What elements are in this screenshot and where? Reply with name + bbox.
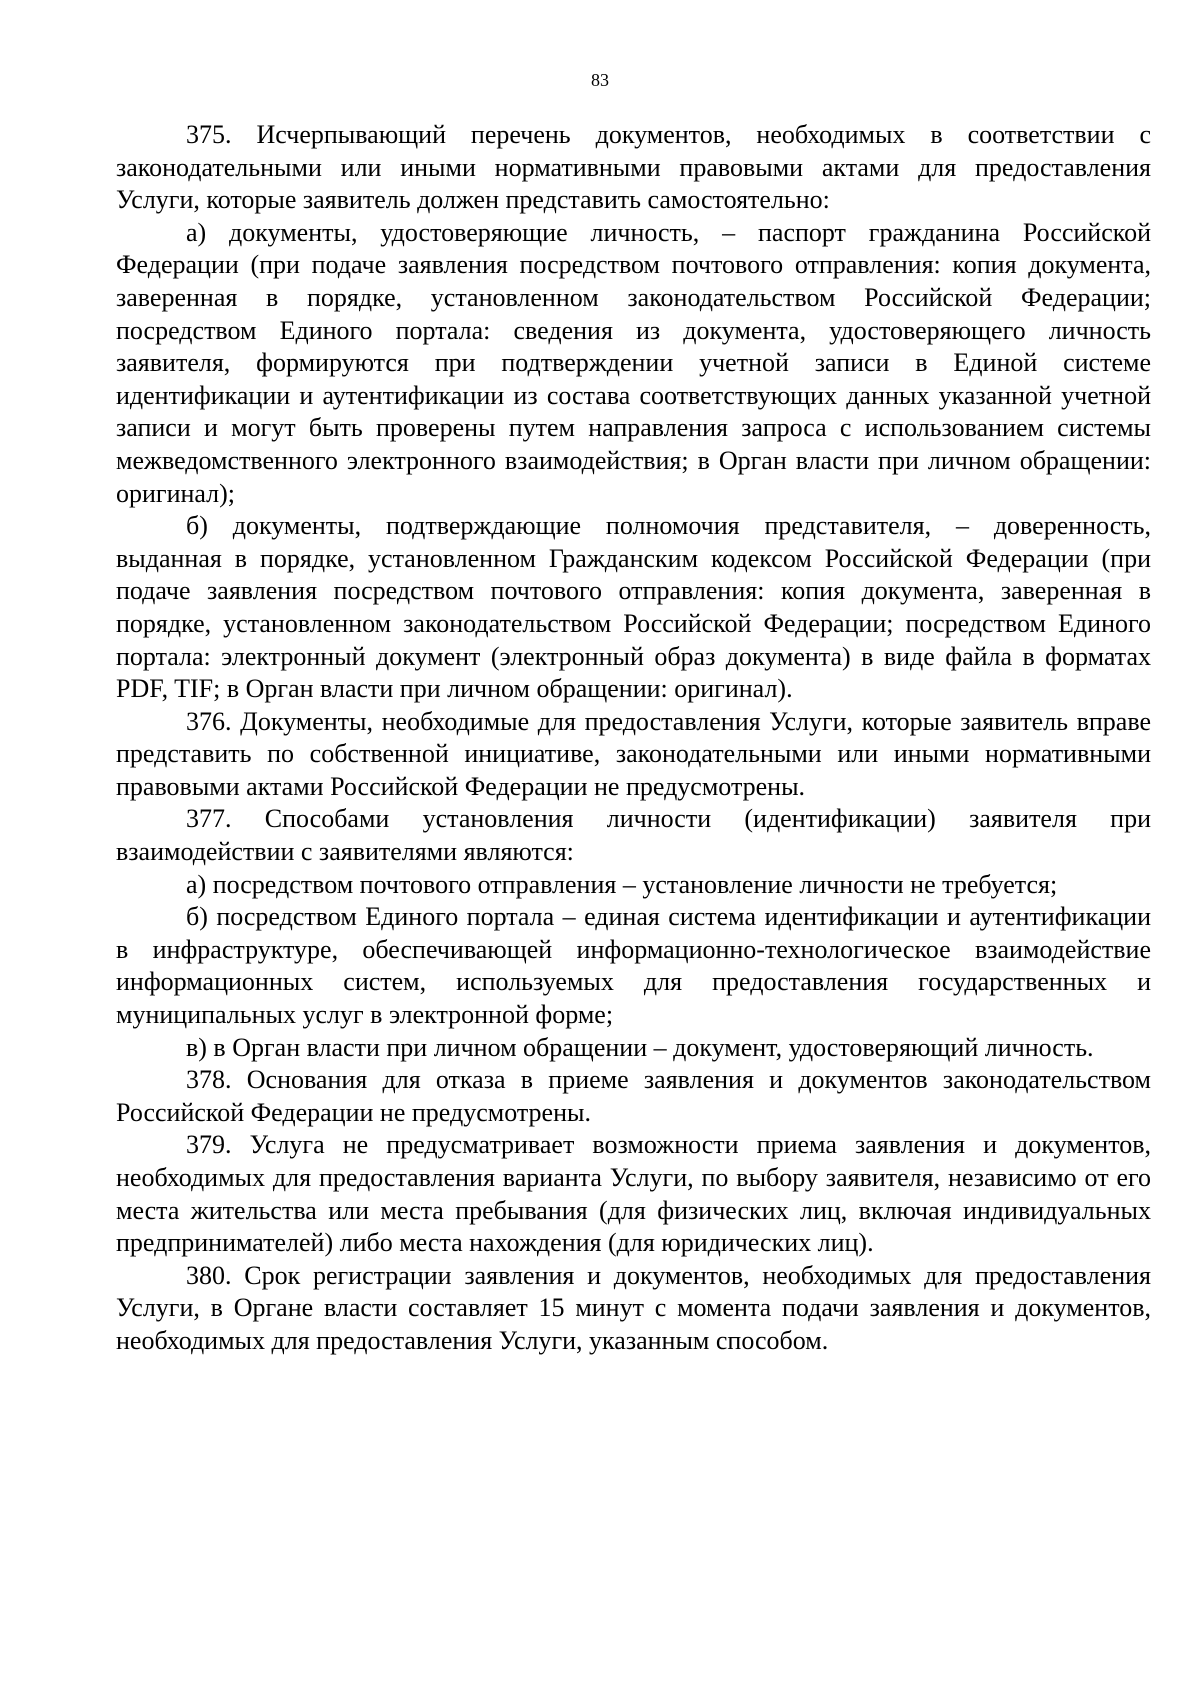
page-number: 83	[591, 70, 609, 90]
paragraph-375-a: а) документы, удостоверяющие личность, – паспорт гражданина Российской Федерации (при подаче заявления посредством почтового отправления: копия документа, заверенная в порядке, установленном законодательством Российской Федерации; посредством Единого портала: сведения из документа, удостоверяющего личность заявителя, формируются при подтверждении учетной записи в Единой системе идентификации и аутентификации из состава соответствующих данных указанной учетной записи и могут быть проверены путем направления запроса с использованием системы межведомственного электронного взаимодействия; в Орган власти при личном обращении: оригинал);	[116, 217, 1151, 508]
paragraph-380: 380. Срок регистрации заявления и документов, необходимых для предоставления Услуги, в Органе власти составляет 15 минут с момента подачи заявления и документов, необходимых для предоставления Услуги, указанным способом.	[116, 1260, 1151, 1355]
paragraph-375-b: б) документы, подтверждающие полномочия представителя, – доверенность, выданная в порядке, установленном Гражданским кодексом Российской Федерации (при подаче заявления посредством почтового отправления: копия документа, заверенная в порядке, установленном законодательством Российской Федерации; посредством Единого портала: электронный документ (электронный образ документа) в виде файла в форматах PDF, TIF; в Орган власти при личном обращении: оригинал).	[116, 511, 1151, 704]
document-body	[116, 119, 1151, 1358]
paragraph-377-b: б) посредством Единого портала – единая система идентификации и аутентификации в инфраструктуре, обеспечивающей информационно-технологическое взаимодействие информационных систем, используемых для предоставления государственных и муниципальных услуг в электронной форме;	[116, 902, 1151, 1030]
paragraph-379: 379. Услуга не предусматривает возможности приема заявления и документов, необходимых для предоставления варианта Услуги, по выбору заявителя, независимо от его места жительства или места пребывания (для физических лиц, включая индивидуальных предпринимателей) либо места нахождения (для юридических лиц).	[116, 1130, 1151, 1258]
paragraph-377: 377. Способами установления личности (идентификации) заявителя при взаимодействии с заявителями являются:	[116, 804, 1151, 867]
paragraph-377-c: в) в Орган власти при личном обращении – документ, удостоверяющий личность.	[186, 1032, 1094, 1062]
paragraph-375: 375. Исчерпывающий перечень документов, необходимых в соответствии с законодательными или иными нормативными правовыми актами для предоставления Услуги, которые заявитель должен представить самостоятельно:	[116, 120, 1151, 215]
paragraph-378: 378. Основания для отказа в приеме заявления и документов законодательством Российской Федерации не предусмотрены.	[116, 1065, 1151, 1127]
paragraph-376: 376. Документы, необходимые для предоставления Услуги, которые заявитель вправе представить по собственной инициативе, законодательными или иными нормативными правовыми актами Российской Федерации не предусмотрены.	[116, 706, 1151, 801]
paragraph-377-a: а) посредством почтового отправления – установление личности не требуется;	[186, 869, 1058, 899]
